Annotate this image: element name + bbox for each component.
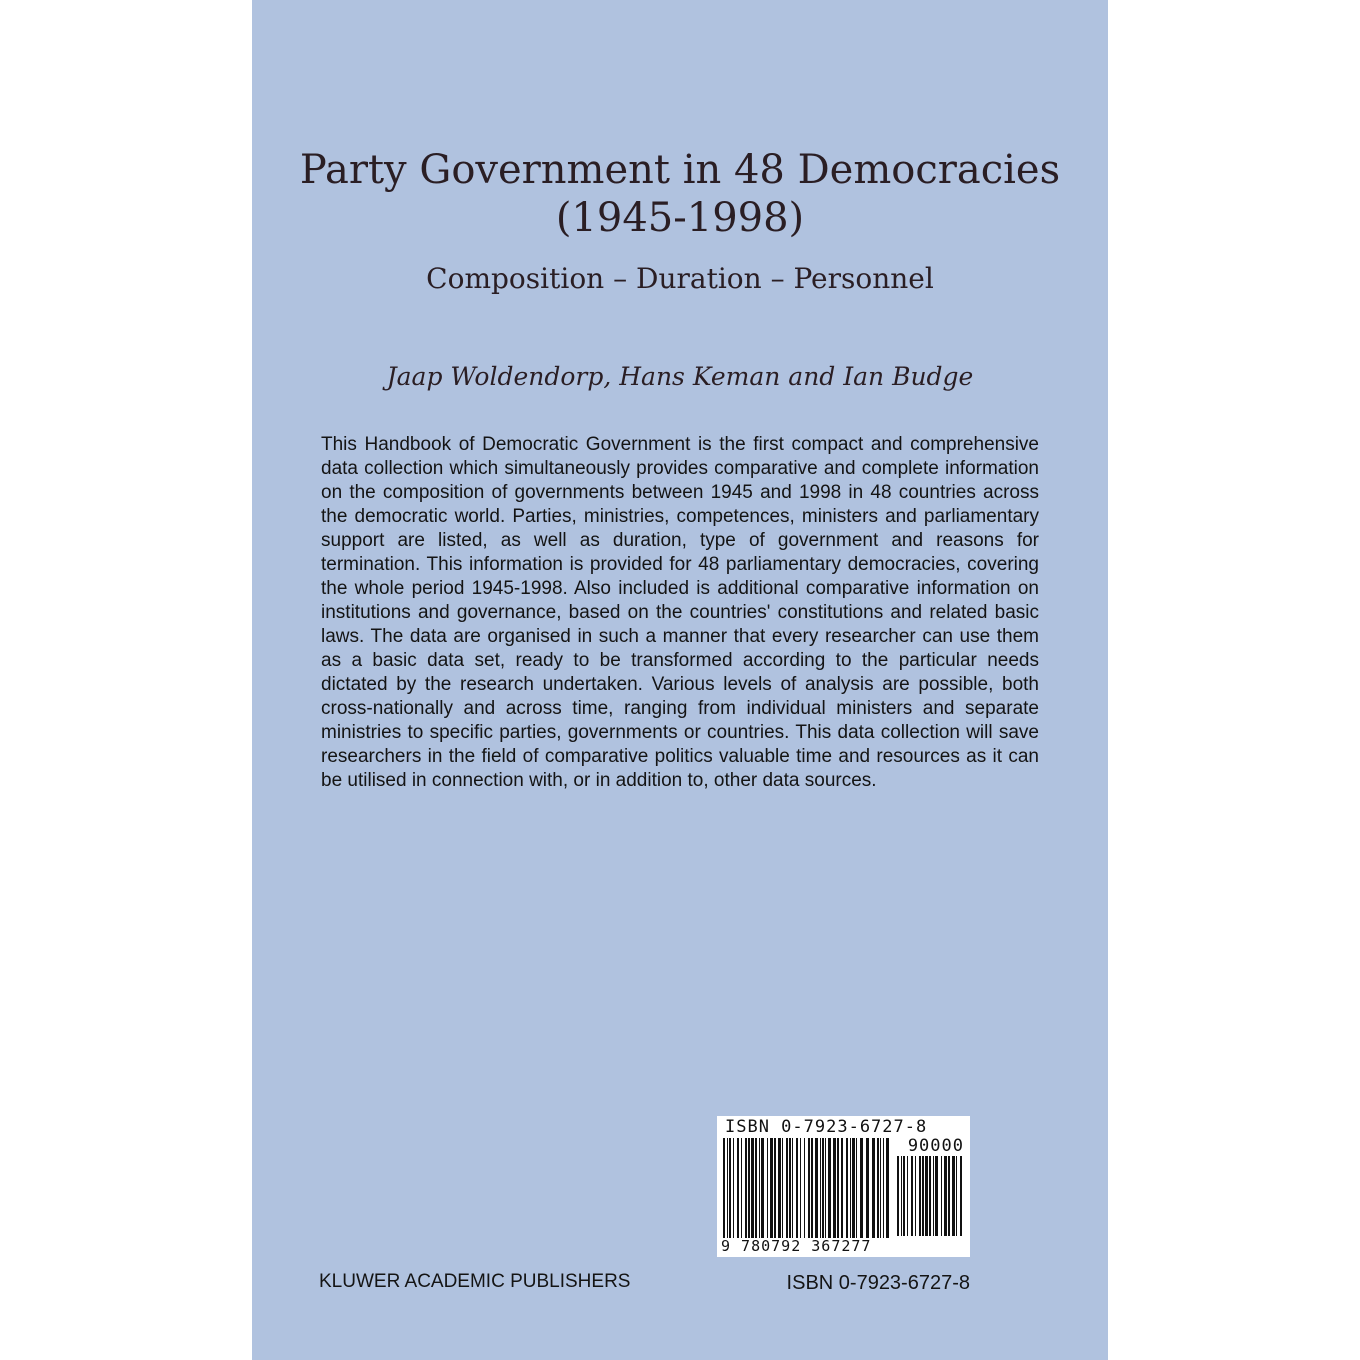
- publisher-name: KLUWER ACADEMIC PUBLISHERS: [319, 1271, 631, 1292]
- barcode-bar: [822, 1138, 824, 1238]
- barcode-bar: [833, 1138, 836, 1238]
- barcode-bar: [948, 1156, 950, 1236]
- barcode-bar: [850, 1138, 851, 1238]
- barcode: [717, 1116, 970, 1257]
- barcode-bar: [877, 1138, 879, 1238]
- barcode-bar: [883, 1138, 884, 1238]
- barcode-bar: [897, 1156, 899, 1236]
- barcode-bar: [815, 1138, 818, 1238]
- barcode-bar: [922, 1156, 924, 1236]
- barcode-bar: [745, 1138, 747, 1238]
- barcode-bar: [761, 1138, 764, 1238]
- barcode-bar: [774, 1138, 776, 1238]
- barcode-bar: [828, 1138, 831, 1238]
- barcode-bar: [755, 1138, 757, 1238]
- barcode-bar: [866, 1138, 869, 1238]
- barcode-bar: [804, 1138, 805, 1238]
- book-title: Party Government in 48 Democracies: [299, 147, 1061, 193]
- barcode-bar: [796, 1138, 798, 1238]
- isbn-text: ISBN 0-7923-6727-8: [786, 1272, 970, 1294]
- barcode-bar: [956, 1156, 957, 1236]
- barcode-bar: [880, 1138, 881, 1238]
- barcode-bar: [852, 1138, 855, 1238]
- barcode-bar: [925, 1156, 928, 1236]
- barcode-bar: [933, 1156, 934, 1236]
- barcode-addon-number: 90000: [907, 1136, 964, 1156]
- barcode-bar: [915, 1156, 916, 1236]
- barcode-bar: [767, 1138, 768, 1238]
- barcode-bar: [901, 1156, 902, 1236]
- barcode-bar: [729, 1138, 731, 1238]
- barcode-bar: [935, 1156, 938, 1236]
- book-subtitle: Composition – Duration – Personnel: [426, 262, 934, 295]
- barcode-bar: [911, 1156, 913, 1236]
- barcode-bars-main: [721, 1138, 891, 1238]
- barcode-bar: [800, 1138, 801, 1238]
- barcode-bar: [808, 1138, 810, 1238]
- barcode-bar: [872, 1138, 875, 1238]
- barcode-bar: [733, 1138, 734, 1238]
- barcode-bar: [789, 1138, 791, 1238]
- barcode-bar: [741, 1138, 742, 1238]
- barcode-bar: [886, 1138, 889, 1238]
- barcode-bar: [944, 1156, 947, 1236]
- barcode-bar: [860, 1138, 863, 1238]
- barcode-bar: [770, 1138, 773, 1238]
- back-cover: [252, 0, 1108, 1360]
- barcode-bar: [941, 1156, 942, 1236]
- barcode-bar: [751, 1138, 754, 1238]
- barcode-bar: [825, 1138, 826, 1238]
- barcode-bar: [782, 1138, 783, 1238]
- barcode-bar: [919, 1156, 921, 1236]
- barcode-bar: [960, 1156, 962, 1236]
- barcode-bars-addon: [895, 1156, 965, 1236]
- barcode-bar: [952, 1156, 955, 1236]
- book-description: This Handbook of Democratic Government is the first compact and comprehensive data collection which simultaneously provides comparative and complete information on the composition of governments between 1945 and 1998 in 48 countries across the democratic world. Parties, ministries, competences, ministers and parliamentary support are listed, as well as duration, type of government and reasons for termination. This information is provided for 48 parliamentary democracies, covering the whole period 1945-1998. Also included is additional comparative information on institutions and governance, based on the countries' constitutions and related basic laws. The data are organised in such a manner that every researcher can use them as a basic data set, ready to be transformed according to the particular needs dictated by the research undertaken. Various levels of analysis are possible, both cross-nationally and across time, ranging from individual ministers and separate ministries to specific parties, governments or countries. This data collection will save researchers in the field of comparative politics valuable time and resources as it can be utilised in connection with, or in addition to, other data sources.: [321, 434, 1039, 791]
- barcode-bar: [929, 1156, 931, 1236]
- barcode-bar: [759, 1138, 760, 1238]
- barcode-bar: [856, 1138, 857, 1238]
- barcode-ean-number: 9 780792 367277: [721, 1237, 872, 1255]
- barcode-bar: [778, 1138, 781, 1238]
- barcode-bar: [786, 1138, 788, 1238]
- barcode-bar: [841, 1138, 843, 1238]
- barcode-isbn-label: ISBN 0-7923-6727-8: [725, 1117, 928, 1137]
- barcode-bar: [907, 1156, 908, 1236]
- barcode-bar: [846, 1138, 848, 1238]
- book-title-years: (1945-1998): [555, 195, 805, 241]
- barcode-bar: [820, 1138, 821, 1238]
- barcode-bar: [748, 1138, 750, 1238]
- barcode-bar: [723, 1138, 725, 1238]
- barcode-bar: [811, 1138, 813, 1238]
- barcode-bar: [737, 1138, 739, 1238]
- barcode-bar: [837, 1138, 839, 1238]
- book-authors: Jaap Woldendorp, Hans Keman and Ian Budge: [386, 362, 974, 391]
- barcode-bar: [727, 1138, 728, 1238]
- barcode-bar: [903, 1156, 905, 1236]
- barcode-bar: [792, 1138, 793, 1238]
